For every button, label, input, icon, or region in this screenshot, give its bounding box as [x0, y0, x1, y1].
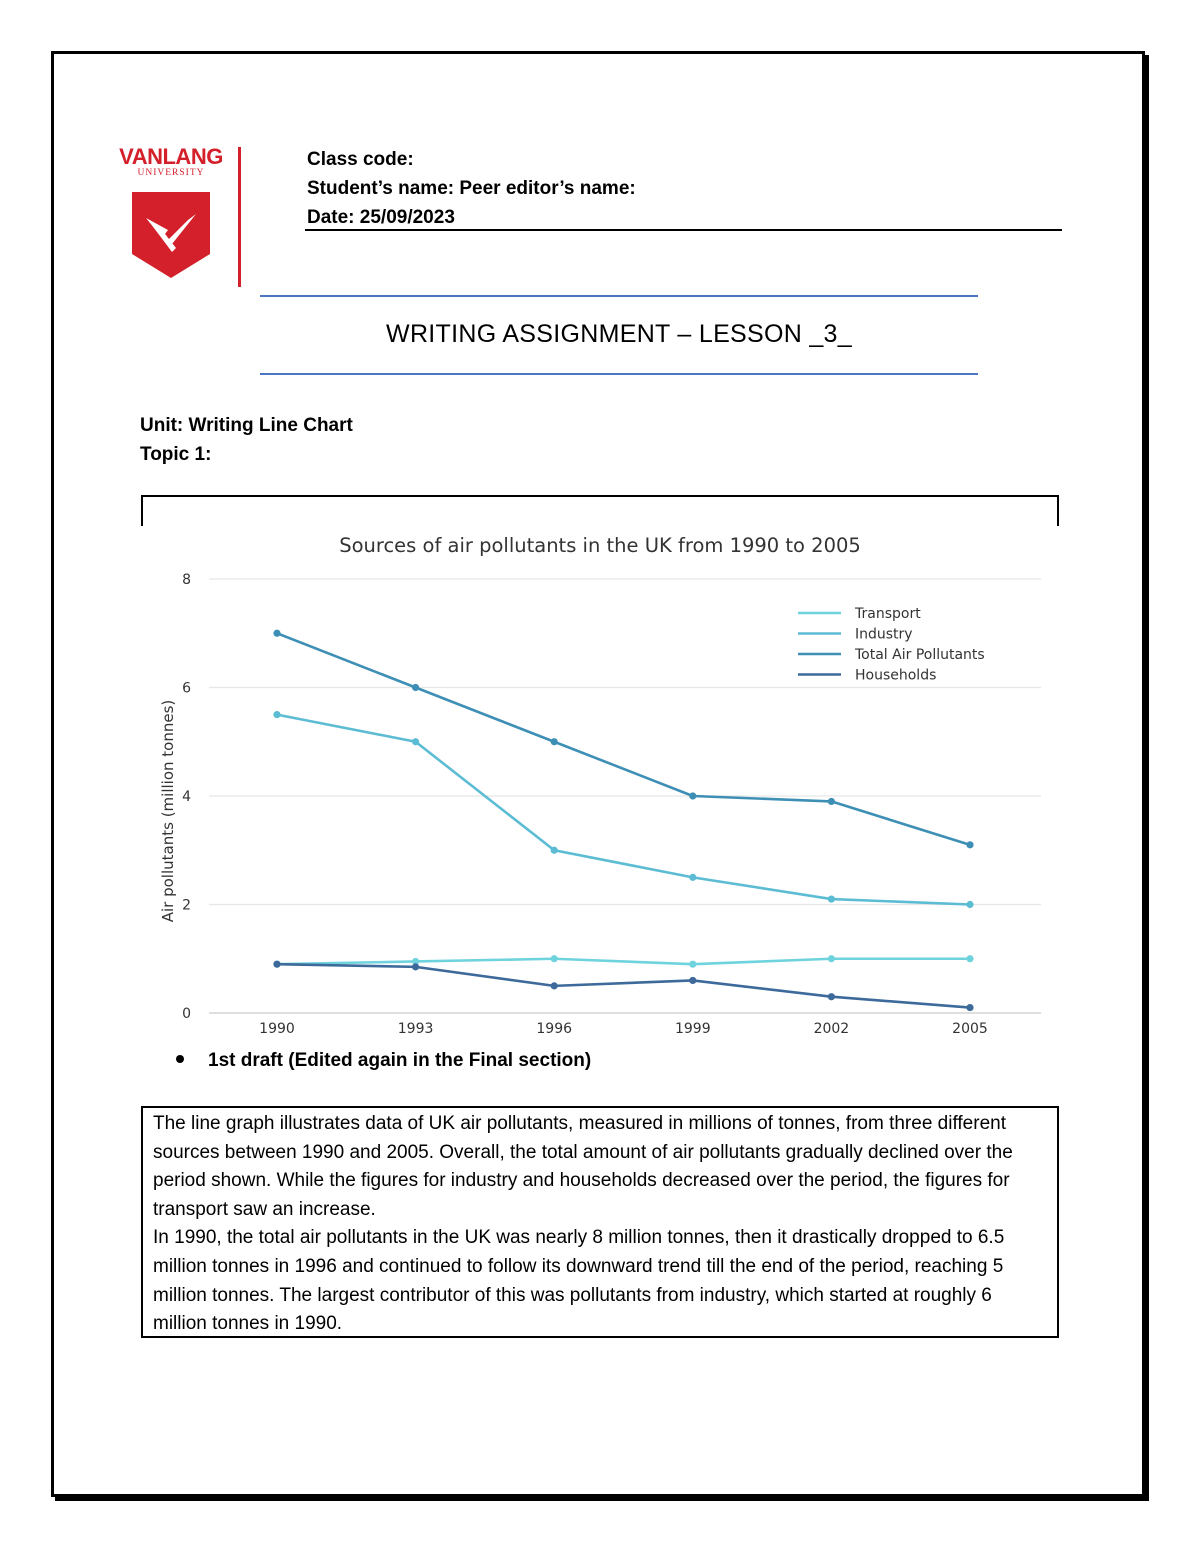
draft-bullet	[176, 1050, 591, 1072]
data-point	[828, 895, 835, 902]
essay-paragraph: In 1990, the total air pollutants in the UK was nearly 8 million tonnes, then it drastically dropped to 6.5 million tonnes in 1996 and continued to follow its downward trend till the end of the period, reaching 5 million tonnes. The largest contributor of this was pollutants from industry, which started at roughly 6 million tonnes in 1990.	[153, 1227, 1005, 1335]
data-point	[273, 630, 280, 637]
data-point	[273, 961, 280, 968]
y-tick-label: 0	[182, 1006, 191, 1022]
data-point	[689, 961, 696, 968]
data-point	[689, 874, 696, 881]
series-line	[277, 715, 970, 905]
date: Date: 25/09/2023	[307, 207, 455, 228]
data-point	[966, 1004, 973, 1011]
series-households	[273, 961, 973, 1012]
shield-icon	[132, 192, 210, 278]
y-tick-label: 2	[182, 897, 191, 914]
page-title: WRITING ASSIGNMENT – LESSON _3_	[386, 320, 852, 348]
series-line	[277, 633, 970, 845]
x-tick-label: 2002	[813, 1021, 850, 1037]
legend-label: Transport	[855, 606, 921, 622]
bullet-text: 1st draft (Edited again in the Final section)	[208, 1050, 592, 1071]
chart-title: Sources of air pollutants in the UK from 1990 to 2005	[339, 534, 861, 557]
y-axis-label: Air pollutants (million tonnes)	[159, 699, 177, 923]
data-point	[551, 955, 558, 962]
data-point	[551, 847, 558, 854]
data-point	[689, 792, 696, 799]
y-tick-label: 4	[182, 789, 191, 805]
data-point	[551, 738, 558, 745]
series-line	[277, 964, 970, 1007]
legend-label: Households	[855, 667, 937, 684]
series-line	[277, 959, 970, 964]
title-top-rule	[260, 295, 978, 297]
y-tick-label: 8	[182, 572, 191, 588]
x-tick-label: 1999	[674, 1021, 711, 1037]
legend-label: Industry	[855, 626, 913, 643]
data-point	[828, 993, 835, 1000]
data-point	[689, 977, 696, 984]
x-tick-label: 2005	[952, 1021, 988, 1037]
data-point	[966, 841, 973, 848]
data-point	[412, 963, 419, 970]
data-point	[966, 955, 973, 962]
class-code: Class code:	[307, 149, 414, 170]
unit-label: Unit: Writing Line Chart	[140, 415, 353, 436]
data-point	[551, 982, 558, 989]
student-name: Student’s name: Peer editor’s name:	[307, 178, 636, 199]
title-bottom-rule	[260, 373, 978, 375]
essay-paragraph: The line graph illustrates data of UK air pollutants, measured in millions of tonnes, from three different sources between 1990 and 2005. Overall, the total amount of air pollutants gradually declined over the period shown. While the figures for industry and households decreased over the period, the figures for transport saw an increase.	[153, 1113, 1013, 1220]
series-industry	[273, 711, 973, 908]
data-point	[966, 901, 973, 908]
x-tick-label: 1990	[259, 1021, 295, 1037]
data-point	[412, 738, 419, 745]
topic-label: Topic 1:	[140, 444, 212, 465]
logo-title: VANLANG	[119, 144, 223, 169]
data-point	[412, 684, 419, 691]
topic-box	[141, 495, 1059, 526]
header-divider	[305, 229, 1062, 231]
data-point	[828, 955, 835, 962]
essay-box	[141, 1106, 1059, 1338]
logo-divider	[238, 147, 241, 287]
x-tick-label: 1996	[536, 1021, 573, 1037]
logo-subtitle: UNIVERSITY	[137, 168, 205, 178]
university-logo	[112, 144, 236, 284]
unit-info	[140, 411, 353, 469]
legend-label: Total Air Pollutants	[855, 647, 985, 663]
data-point	[828, 798, 835, 805]
x-tick-label: 1993	[397, 1021, 434, 1037]
header-info	[307, 145, 636, 232]
y-tick-label: 6	[182, 680, 191, 697]
line-chart	[141, 526, 1059, 1046]
data-point	[273, 711, 280, 718]
bullet-icon	[176, 1055, 184, 1063]
